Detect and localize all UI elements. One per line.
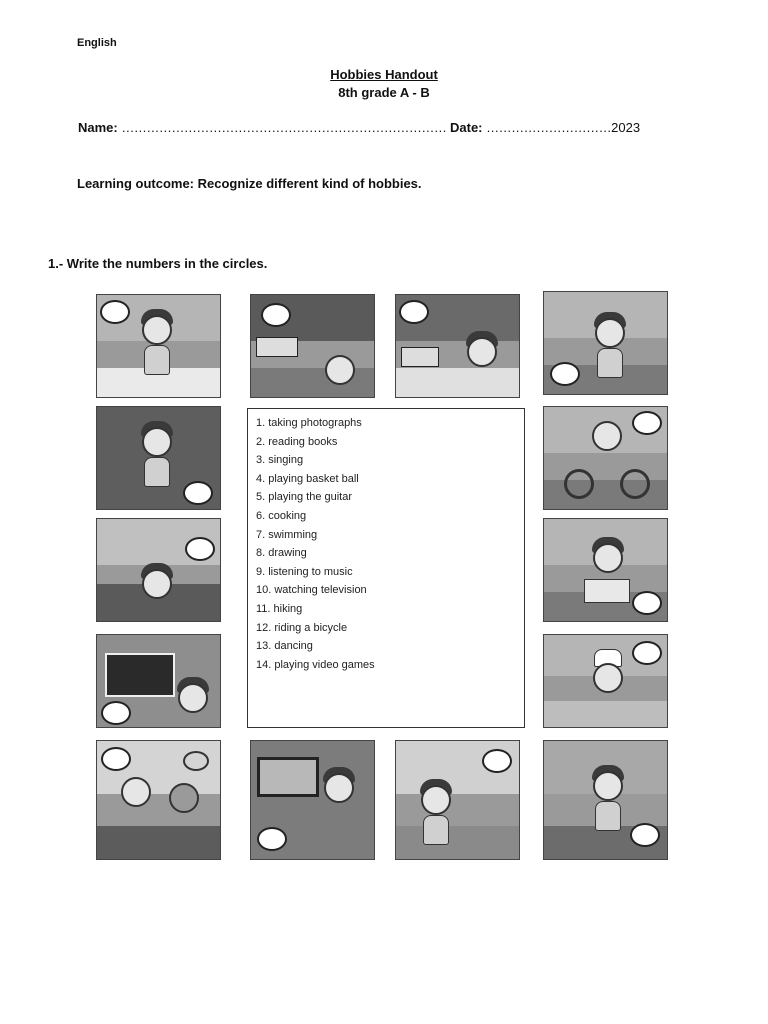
answer-circle[interactable]: [261, 303, 291, 327]
picture-singing: [96, 406, 221, 510]
answer-circle[interactable]: [100, 300, 130, 324]
handout-title: Hobbies Handout: [330, 67, 438, 82]
hobbies-list-box: [247, 408, 525, 728]
year-label: 2023: [611, 120, 641, 135]
name-field[interactable]: ……………………………………………………………………: [121, 120, 447, 135]
answer-circle[interactable]: [632, 591, 662, 615]
hobby-item: 4. playing basket ball: [256, 472, 359, 485]
answer-circle[interactable]: [101, 747, 131, 771]
picture-watching-television: [250, 740, 375, 860]
hobby-item: 11. hiking: [256, 602, 303, 615]
subject-label: English: [77, 37, 117, 49]
answer-circle[interactable]: [185, 537, 215, 561]
name-date-line: [78, 120, 640, 135]
hobby-item: 6. cooking: [256, 509, 307, 522]
picture-drawing: [96, 294, 221, 398]
picture-playing-guitar: [543, 291, 668, 395]
picture-cooking: [543, 634, 668, 728]
picture-reading-books: [543, 518, 668, 622]
grade-label: 8th grade A - B: [338, 85, 430, 100]
picture-playing-basket-ball: [96, 740, 221, 860]
hobby-item: 7. swimming: [256, 528, 318, 541]
answer-circle[interactable]: [183, 481, 213, 505]
hobby-item: 5. playing the guitar: [256, 491, 353, 504]
picture-playing-video-games: [96, 634, 221, 728]
answer-circle[interactable]: [632, 411, 662, 435]
learning-outcome: Learning outcome: Recognize different kind of hobbies.: [77, 176, 422, 191]
answer-circle[interactable]: [399, 300, 429, 324]
hobby-item: 9. listening to music: [256, 565, 353, 578]
answer-circle[interactable]: [101, 701, 131, 725]
hobby-item: 13. dancing: [256, 640, 313, 653]
hobby-item: 2. reading books: [256, 435, 338, 448]
hobby-item: 12. riding a bicycle: [256, 621, 348, 634]
hobby-item: 14. playing video games: [256, 658, 375, 671]
hobby-item: 10. watching television: [256, 584, 367, 597]
picture-hiking: [395, 740, 520, 860]
date-field[interactable]: …………………………: [486, 120, 612, 135]
date-label: Date:: [450, 120, 483, 135]
answer-circle[interactable]: [550, 362, 580, 386]
hobbies-list: [256, 414, 524, 674]
picture-listening-to-music: [395, 294, 520, 398]
hobby-item: 8. drawing: [256, 547, 307, 560]
handout-title-block: [0, 66, 768, 102]
answer-circle[interactable]: [630, 823, 660, 847]
exercise-instruction: 1.- Write the numbers in the circles.: [48, 256, 268, 271]
answer-circle[interactable]: [257, 827, 287, 851]
picture-dancing: [250, 294, 375, 398]
picture-riding-bicycle: [543, 406, 668, 510]
answer-circle[interactable]: [482, 749, 512, 773]
answer-circle[interactable]: [632, 641, 662, 665]
hobby-item: 3. singing: [256, 454, 304, 467]
name-label: Name:: [78, 120, 118, 135]
picture-swimming: [96, 518, 221, 622]
hobby-item: 1. taking photographs: [256, 417, 362, 429]
picture-taking-photographs: [543, 740, 668, 860]
